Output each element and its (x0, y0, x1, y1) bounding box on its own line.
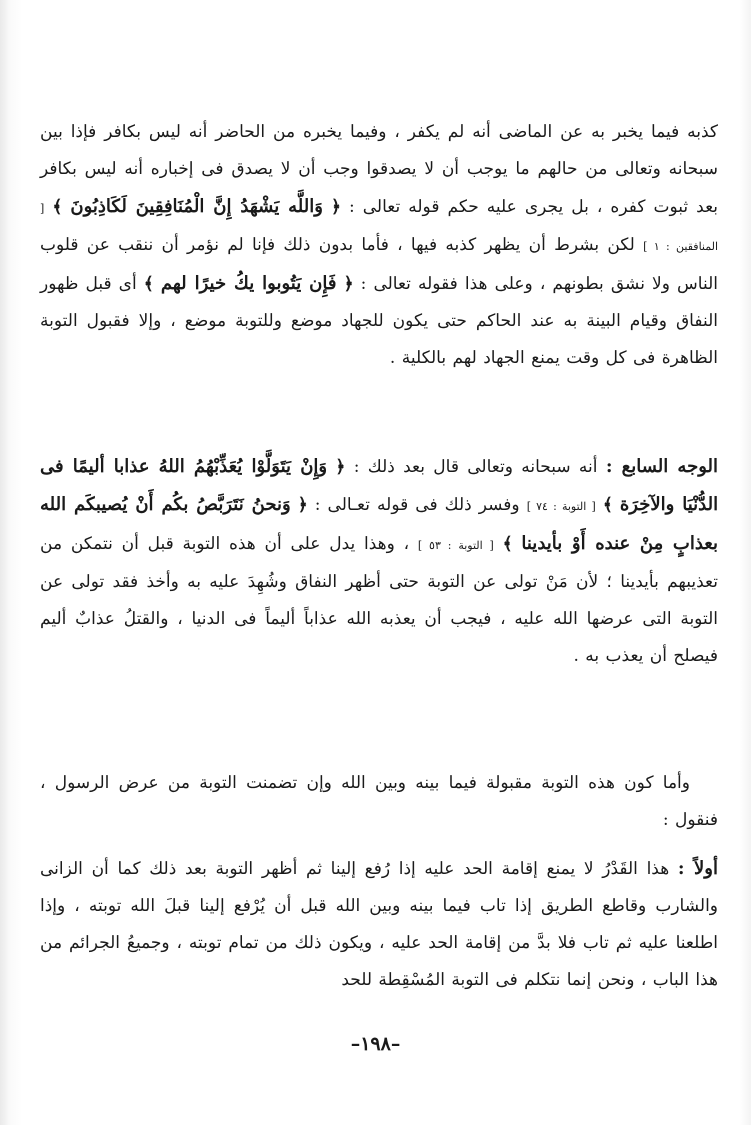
ornate-bracket-close: ﴾ (602, 495, 613, 515)
text-run: ، وهذا يدل على أن هذه التوبة قبل أن نتمكن من تعذيبهم بأيدينا ؛ لأن مَنْ تولى عن التوبة حتى أظهر النفاق وشُهِدَ عليه به وأخذ فقد تولى عن التوبة التى عرضها الله عليه ، فيجب أن يعذبه الله عذاباً أليماً فى الدنيا ، والقتلُ عذابٌ أليم فيصلح أن يعذب به . (40, 534, 718, 666)
verse-reference: [ التوبة : ٥٣ ] (417, 539, 494, 552)
paragraph-3 (40, 765, 718, 839)
ornate-bracket-close: ﴾ (502, 534, 513, 554)
ornate-bracket-close: ﴾ (143, 274, 154, 294)
quran-verse: فَإِن يَتُوبوا يكُ خيرًا لهم (160, 273, 337, 294)
paragraph-4 (40, 850, 718, 999)
section-heading: الوجه السابع : (605, 456, 718, 477)
ornate-bracket-open: ﴿ (343, 274, 354, 294)
text-run: أنه سبحانه وتعالى قال بعد ذلك : (353, 457, 598, 477)
text-run: وأما كون هذه التوبة مقبولة فيما بينه وبين الله وإن تضمنت التوبة من عرض الرسول ، فنقول : (40, 773, 718, 830)
ornate-bracket-open: ﴿ (330, 197, 341, 217)
ornate-bracket-open: ﴿ (335, 457, 346, 477)
text-run: هذا القَدْرُ لا يمنع إقامة الحد عليه إذا رُفع إلينا ثم أظهر التوبة بعد ذلك كما أن الزانى والشارب وقاطع الطريق إذا تاب فيما بينه وبين الله قبل أن يُرْفع إلينا قبلَ الله توبته ، وإذا اطلعنا عليه ثم تاب فلا بدَّ من إقامة الحد عليه ، ويكون ذلك من تمام توبته ، وجميعُ الجرائم من هذا الباب ، ونحن إنما نتكلم فى التوبة المُسْقِطة للحد (40, 859, 718, 990)
quran-verse: وَاللَّه يَشْهَدُ إِنَّ الْمُنَافِقِينَ لَكَاذِبُونَ (70, 196, 323, 217)
section-heading: أولاً : (677, 858, 718, 879)
verse-reference: [ المنافقين : ١ ] (40, 202, 719, 253)
paragraph-1 (40, 114, 718, 377)
ornate-bracket-close: ﴾ (52, 197, 63, 217)
text-run: كذبه فيما يخبر به عن الماضى أنه لم يكفر ، وفيما يخبره من الحاضر أنه ليس بكافر فإذا بين سبحانه وتعالى من حالهم ما يوجب أن لا يصدقوا وجب أن لا يصدق فى إخباره أنه ليس بكافر بعد ثبوت كفره ، بل يجرى عليه حكم قوله تعالى : (40, 122, 719, 217)
quran-verse: وَنحنُ نَتَرَبَّصُ بكُم أَنْ يُصيبكَم الله بعذابٍ مِنْ عنده أَوْ بأيدينا (40, 494, 719, 554)
text-run: وفسر ذلك فى قوله تعـالى : (314, 495, 520, 515)
verse-reference: [ التوبة : ٧٤ ] (526, 500, 596, 513)
ornate-bracket-open: ﴿ (297, 495, 308, 515)
text-run: أى قبل ظهور النفاق وقيام البينة به عند الحاكم حتى يكون للجهاد موضع وللتوبة موضع ، وإلا فقبول التوبة الظاهرة فى كل وقت يمنع الجهاد لهم بالكلية . (40, 274, 718, 368)
page-number: –١٩٨– (350, 1033, 401, 1055)
paragraph-2 (40, 448, 718, 675)
text-run: لكن بشرط أن يظهر كذبه فيها ، فأما بدون ذلك فإنا لم نؤمر أن ننقب عن قلوب الناس ولا نشق بطونهم ، وعلى هذا فقوله تعالى : (40, 235, 718, 294)
quran-verse: وَإِنْ يَتَوَلَّوْا يُعَذِّبْهُمُ اللهُ عذابا أليمًا فى الدُّنْيَا والآخِرَة (40, 456, 719, 515)
